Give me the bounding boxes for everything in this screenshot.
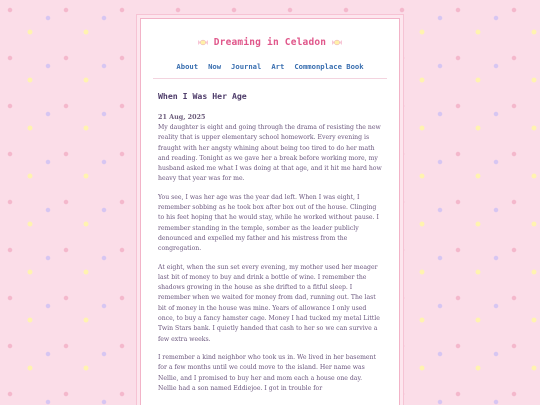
nav-link-commonplace-book[interactable]: Commonplace Book bbox=[294, 62, 364, 71]
page-frame bbox=[140, 18, 400, 405]
post-paragraph: At eight, when the sun set every evening, my mother used her meager last bit of money to buy and drink a bottle of wine. I remember the shadows growing in the house as she drifted to a fitful sleep. I remember when we waited for money from dad, running out. The last bit of money in the house was mine. Years of allowance I only used once, to buy a fancy hamster cage. Money I had tucked my metal Little Twin Stars bank. I quietly handed that cash to her so we can survive a few extra weeks. bbox=[158, 263, 380, 343]
post-article bbox=[141, 79, 399, 394]
post-paragraph: My daughter is eight and going through the drama of resisting the new reality that is upper elementary school homework. Every evening is fraught with her angsty whining about being too tired to do her math and reading. Tonight as we gave her a break before working more, my husband asked me what I was doing at that age, and it hit me hard how heavy that year was for me. bbox=[158, 124, 382, 183]
candy-icon bbox=[198, 39, 208, 46]
post-paragraph: I remember a kind neighbor who took us in. We lived in her basement for a few months until we could move to the island. Her name was Nellie, and I promised to buy her and mom each a house one day. Nellie had a son named Eddiejoe. I got in trouble for bbox=[158, 353, 376, 392]
site-title-row bbox=[198, 37, 342, 48]
site-header bbox=[141, 19, 399, 71]
nav-link-now[interactable]: Now bbox=[208, 62, 222, 71]
site-title[interactable]: Dreaming in Celadon bbox=[213, 37, 327, 48]
nav-link-journal[interactable]: Journal bbox=[231, 62, 262, 71]
nav-link-art[interactable]: Art bbox=[271, 62, 285, 71]
candy-icon bbox=[332, 39, 342, 46]
main-nav bbox=[141, 62, 399, 71]
post-date: 21 Aug, 2025 bbox=[158, 113, 206, 121]
post-title: When I Was Her Age bbox=[158, 91, 247, 101]
post-paragraph: You see, I was her age was the year dad left. When I was eight, I remember sobbing as he took box after box out of the house. Clinging to his feet hoping that he would stay, while he worked without pause. I remember standing in the temple, somber as the leader publicly denounced and expelled my father and his mistress from the congregation. bbox=[158, 193, 379, 253]
nav-link-about[interactable]: About bbox=[176, 62, 199, 71]
